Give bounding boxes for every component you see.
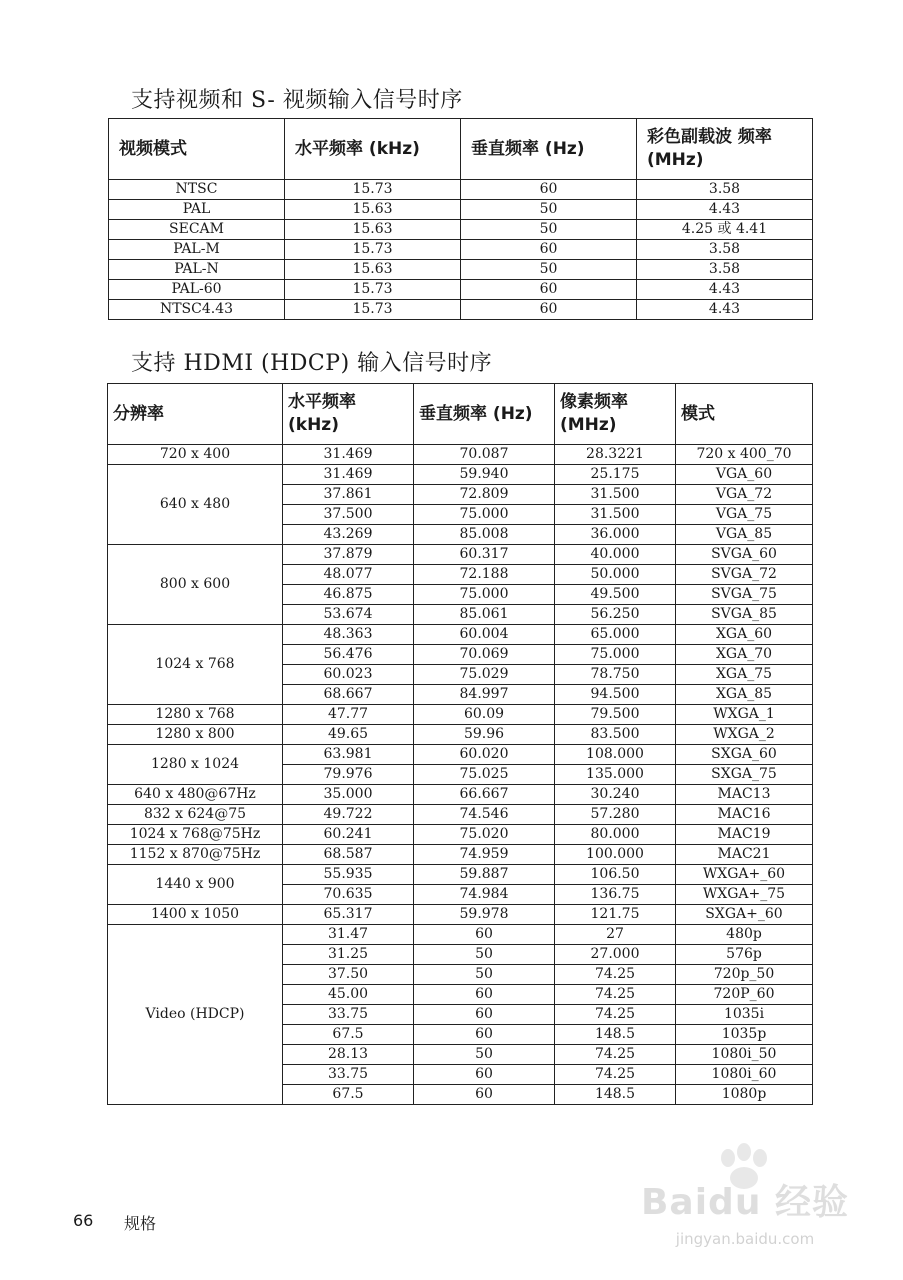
table-cell: 74.25	[555, 1045, 676, 1065]
table-cell: 40.000	[555, 545, 676, 565]
section-title-video-timing: 支持视频和 S- 视频输入信号时序	[131, 88, 463, 113]
video-timing-table	[108, 118, 813, 320]
table-cell: 63.981	[283, 745, 414, 765]
table-cell: 31.469	[283, 465, 414, 485]
table-row	[108, 785, 813, 805]
table-cell: 60	[461, 180, 637, 200]
table-cell: 72.188	[414, 565, 555, 585]
resolution-cell: 832 x 624@75	[108, 805, 283, 825]
table-cell: 720p_50	[676, 965, 813, 985]
table-cell: PAL	[109, 200, 285, 220]
table-cell: 59.96	[414, 725, 555, 745]
table-cell: 59.887	[414, 865, 555, 885]
table-cell: 60.004	[414, 625, 555, 645]
table-cell: 59.940	[414, 465, 555, 485]
table-cell: NTSC	[109, 180, 285, 200]
table-cell: 3.58	[637, 240, 813, 260]
table-cell: 60	[414, 1065, 555, 1085]
video-timing-table-body	[109, 180, 813, 320]
table-cell: 15.73	[285, 240, 461, 260]
table-cell: SXGA+_60	[676, 905, 813, 925]
table-cell: WXGA+_60	[676, 865, 813, 885]
table-row	[108, 925, 813, 945]
table-cell: 94.500	[555, 685, 676, 705]
table-cell: VGA_75	[676, 505, 813, 525]
column-header-resolution: 分辨率	[108, 384, 283, 445]
table-cell: 68.587	[283, 845, 414, 865]
table-row	[108, 465, 813, 485]
table-row	[108, 545, 813, 565]
table-cell: 4.43	[637, 280, 813, 300]
table-cell: 56.250	[555, 605, 676, 625]
table-cell: 50	[414, 965, 555, 985]
table-cell: 85.061	[414, 605, 555, 625]
table-row	[108, 905, 813, 925]
table-cell: 45.00	[283, 985, 414, 1005]
table-cell: 85.008	[414, 525, 555, 545]
table-cell: 50	[414, 945, 555, 965]
table-cell: 68.667	[283, 685, 414, 705]
table-cell: 70.635	[283, 885, 414, 905]
table-cell: 60.020	[414, 745, 555, 765]
table-cell: 79.500	[555, 705, 676, 725]
table-cell: 50.000	[555, 565, 676, 585]
table-row	[109, 220, 813, 240]
table-cell: 3.58	[637, 260, 813, 280]
table-row	[108, 745, 813, 765]
resolution-cell: 1024 x 768	[108, 625, 283, 705]
table-cell: 59.978	[414, 905, 555, 925]
table-cell: 121.75	[555, 905, 676, 925]
table-cell: 100.000	[555, 845, 676, 865]
table-cell: SXGA_75	[676, 765, 813, 785]
table-cell: 60	[414, 1025, 555, 1045]
table-cell: 57.280	[555, 805, 676, 825]
table-cell: 65.000	[555, 625, 676, 645]
table-cell: 31.47	[283, 925, 414, 945]
table-cell: 33.75	[283, 1005, 414, 1025]
table-cell: 720P_60	[676, 985, 813, 1005]
table-cell: 15.73	[285, 300, 461, 320]
table-cell: 148.5	[555, 1025, 676, 1045]
table-cell: 60	[461, 280, 637, 300]
table-cell: 30.240	[555, 785, 676, 805]
resolution-cell: 1280 x 1024	[108, 745, 283, 785]
table-row	[108, 725, 813, 745]
table-cell: 78.750	[555, 665, 676, 685]
column-header-vertical-frequency: 垂直频率 (Hz)	[461, 119, 637, 180]
table-cell: MAC21	[676, 845, 813, 865]
table-cell: WXGA_1	[676, 705, 813, 725]
table-cell: 136.75	[555, 885, 676, 905]
column-header-horizontal-frequency: 水平频率 (kHz)	[285, 119, 461, 180]
table-row	[108, 445, 813, 465]
table-cell: 31.469	[283, 445, 414, 465]
table-cell: 720 x 400_70	[676, 445, 813, 465]
table-cell: 576p	[676, 945, 813, 965]
table-cell: 28.3221	[555, 445, 676, 465]
column-header-color-subcarrier-frequency: 彩色副载波 频率 (MHz)	[637, 119, 813, 180]
table-cell: 43.269	[283, 525, 414, 545]
table-cell: XGA_60	[676, 625, 813, 645]
watermark-brand: Baidu 经验	[640, 1182, 849, 1223]
table-cell: 60	[414, 985, 555, 1005]
table-cell: 75.025	[414, 765, 555, 785]
table-cell: SVGA_60	[676, 545, 813, 565]
table-cell: MAC16	[676, 805, 813, 825]
table-cell: 60	[461, 240, 637, 260]
page-number: 66	[73, 1211, 94, 1230]
table-cell: SVGA_75	[676, 585, 813, 605]
table-cell: PAL-60	[109, 280, 285, 300]
table-cell: 60.317	[414, 545, 555, 565]
table-cell: 37.500	[283, 505, 414, 525]
table-cell: 3.58	[637, 180, 813, 200]
table-cell: 15.63	[285, 260, 461, 280]
resolution-cell: 1440 x 900	[108, 865, 283, 905]
table-cell: 56.476	[283, 645, 414, 665]
table-cell: 31.25	[283, 945, 414, 965]
table-cell: 60.09	[414, 705, 555, 725]
table-cell: SVGA_85	[676, 605, 813, 625]
table-cell: PAL-N	[109, 260, 285, 280]
table-cell: 84.997	[414, 685, 555, 705]
column-header-pixel-frequency: 像素频率 (MHz)	[555, 384, 676, 445]
table-cell: WXGA_2	[676, 725, 813, 745]
table-cell: 49.500	[555, 585, 676, 605]
table-cell: 28.13	[283, 1045, 414, 1065]
table-cell: 1080i_60	[676, 1065, 813, 1085]
table-cell: 37.50	[283, 965, 414, 985]
table-cell: VGA_60	[676, 465, 813, 485]
table-cell: 4.43	[637, 200, 813, 220]
table-cell: 135.000	[555, 765, 676, 785]
table-cell: 60	[414, 1005, 555, 1025]
table-cell: 37.861	[283, 485, 414, 505]
table-cell: 60	[414, 925, 555, 945]
resolution-cell: 1152 x 870@75Hz	[108, 845, 283, 865]
hdmi-timing-table	[107, 383, 813, 1105]
table-cell: 60.023	[283, 665, 414, 685]
column-header-mode: 模式	[676, 384, 813, 445]
table-cell: 67.5	[283, 1025, 414, 1045]
table-cell: XGA_75	[676, 665, 813, 685]
table-cell: 50	[414, 1045, 555, 1065]
section-title-hdmi-timing: 支持 HDMI (HDCP) 输入信号时序	[131, 351, 493, 376]
watermark-url: jingyan.baidu.com	[675, 1230, 815, 1248]
table-cell: SVGA_72	[676, 565, 813, 585]
table-row	[108, 805, 813, 825]
resolution-cell: 1280 x 768	[108, 705, 283, 725]
table-cell: 74.984	[414, 885, 555, 905]
table-cell: SXGA_60	[676, 745, 813, 765]
table-cell: 15.73	[285, 180, 461, 200]
table-cell: MAC13	[676, 785, 813, 805]
table-cell: 1035p	[676, 1025, 813, 1045]
table-cell: 1080i_50	[676, 1045, 813, 1065]
table-cell: 66.667	[414, 785, 555, 805]
hdmi-timing-table-body	[108, 445, 813, 1105]
table-cell: 72.809	[414, 485, 555, 505]
table-cell: 49.722	[283, 805, 414, 825]
table-cell: 50	[461, 260, 637, 280]
table-cell: 108.000	[555, 745, 676, 765]
table-cell: 48.363	[283, 625, 414, 645]
table-cell: 60	[414, 1085, 555, 1105]
table-cell: 25.175	[555, 465, 676, 485]
table-row	[108, 705, 813, 725]
table-cell: 79.976	[283, 765, 414, 785]
resolution-cell: 640 x 480	[108, 465, 283, 545]
table-row	[109, 200, 813, 220]
resolution-cell: 800 x 600	[108, 545, 283, 625]
table-cell: 27	[555, 925, 676, 945]
table-cell: 75.000	[414, 585, 555, 605]
table-cell: 31.500	[555, 505, 676, 525]
resolution-cell: Video (HDCP)	[108, 925, 283, 1105]
table-cell: 74.25	[555, 965, 676, 985]
resolution-cell: 720 x 400	[108, 445, 283, 465]
table-cell: 70.069	[414, 645, 555, 665]
table-cell: 67.5	[283, 1085, 414, 1105]
table-cell: VGA_85	[676, 525, 813, 545]
table-cell: 27.000	[555, 945, 676, 965]
table-cell: 70.087	[414, 445, 555, 465]
table-cell: 65.317	[283, 905, 414, 925]
table-cell: 53.674	[283, 605, 414, 625]
table-cell: 106.50	[555, 865, 676, 885]
table-cell: 49.65	[283, 725, 414, 745]
table-cell: 4.43	[637, 300, 813, 320]
table-cell: XGA_85	[676, 685, 813, 705]
table-cell: 75.029	[414, 665, 555, 685]
column-header-horizontal-frequency: 水平频率 (kHz)	[283, 384, 414, 445]
table-cell: 4.25 或 4.41	[637, 220, 813, 240]
table-cell: 33.75	[283, 1065, 414, 1085]
table-cell: 74.25	[555, 985, 676, 1005]
table-cell: 48.077	[283, 565, 414, 585]
table-header-row	[109, 119, 813, 180]
table-cell: 1035i	[676, 1005, 813, 1025]
table-cell: 80.000	[555, 825, 676, 845]
table-row	[108, 865, 813, 885]
table-cell: VGA_72	[676, 485, 813, 505]
table-cell: 83.500	[555, 725, 676, 745]
table-cell: 15.73	[285, 280, 461, 300]
table-cell: 46.875	[283, 585, 414, 605]
table-cell: 50	[461, 200, 637, 220]
table-cell: 75.020	[414, 825, 555, 845]
table-cell: 55.935	[283, 865, 414, 885]
table-cell: 60.241	[283, 825, 414, 845]
table-cell: 35.000	[283, 785, 414, 805]
table-cell: 37.879	[283, 545, 414, 565]
table-row	[109, 280, 813, 300]
table-cell: 50	[461, 220, 637, 240]
table-cell: 480p	[676, 925, 813, 945]
table-cell: PAL-M	[109, 240, 285, 260]
table-cell: WXGA+_75	[676, 885, 813, 905]
table-cell: 74.959	[414, 845, 555, 865]
resolution-cell: 1400 x 1050	[108, 905, 283, 925]
table-cell: SECAM	[109, 220, 285, 240]
table-cell: NTSC4.43	[109, 300, 285, 320]
table-cell: 47.77	[283, 705, 414, 725]
footer-section-label: 规格	[124, 1214, 157, 1233]
table-row	[108, 825, 813, 845]
table-header-row	[108, 384, 813, 445]
column-header-video-mode: 视频模式	[109, 119, 285, 180]
table-cell: 15.63	[285, 220, 461, 240]
table-cell: 75.000	[555, 645, 676, 665]
table-cell: XGA_70	[676, 645, 813, 665]
table-row	[109, 180, 813, 200]
resolution-cell: 1280 x 800	[108, 725, 283, 745]
table-row	[108, 845, 813, 865]
resolution-cell: 640 x 480@67Hz	[108, 785, 283, 805]
table-row	[109, 240, 813, 260]
table-cell: 36.000	[555, 525, 676, 545]
table-cell: 148.5	[555, 1085, 676, 1105]
table-cell: 74.25	[555, 1065, 676, 1085]
table-cell: 74.546	[414, 805, 555, 825]
table-cell: 15.63	[285, 200, 461, 220]
resolution-cell: 1024 x 768@75Hz	[108, 825, 283, 845]
column-header-vertical-frequency: 垂直频率 (Hz)	[414, 384, 555, 445]
table-cell: MAC19	[676, 825, 813, 845]
table-row	[109, 300, 813, 320]
table-cell: 74.25	[555, 1005, 676, 1025]
table-cell: 1080p	[676, 1085, 813, 1105]
baidu-watermark	[640, 1140, 850, 1270]
table-cell: 75.000	[414, 505, 555, 525]
table-cell: 31.500	[555, 485, 676, 505]
table-row	[108, 625, 813, 645]
table-cell: 60	[461, 300, 637, 320]
table-row	[109, 260, 813, 280]
